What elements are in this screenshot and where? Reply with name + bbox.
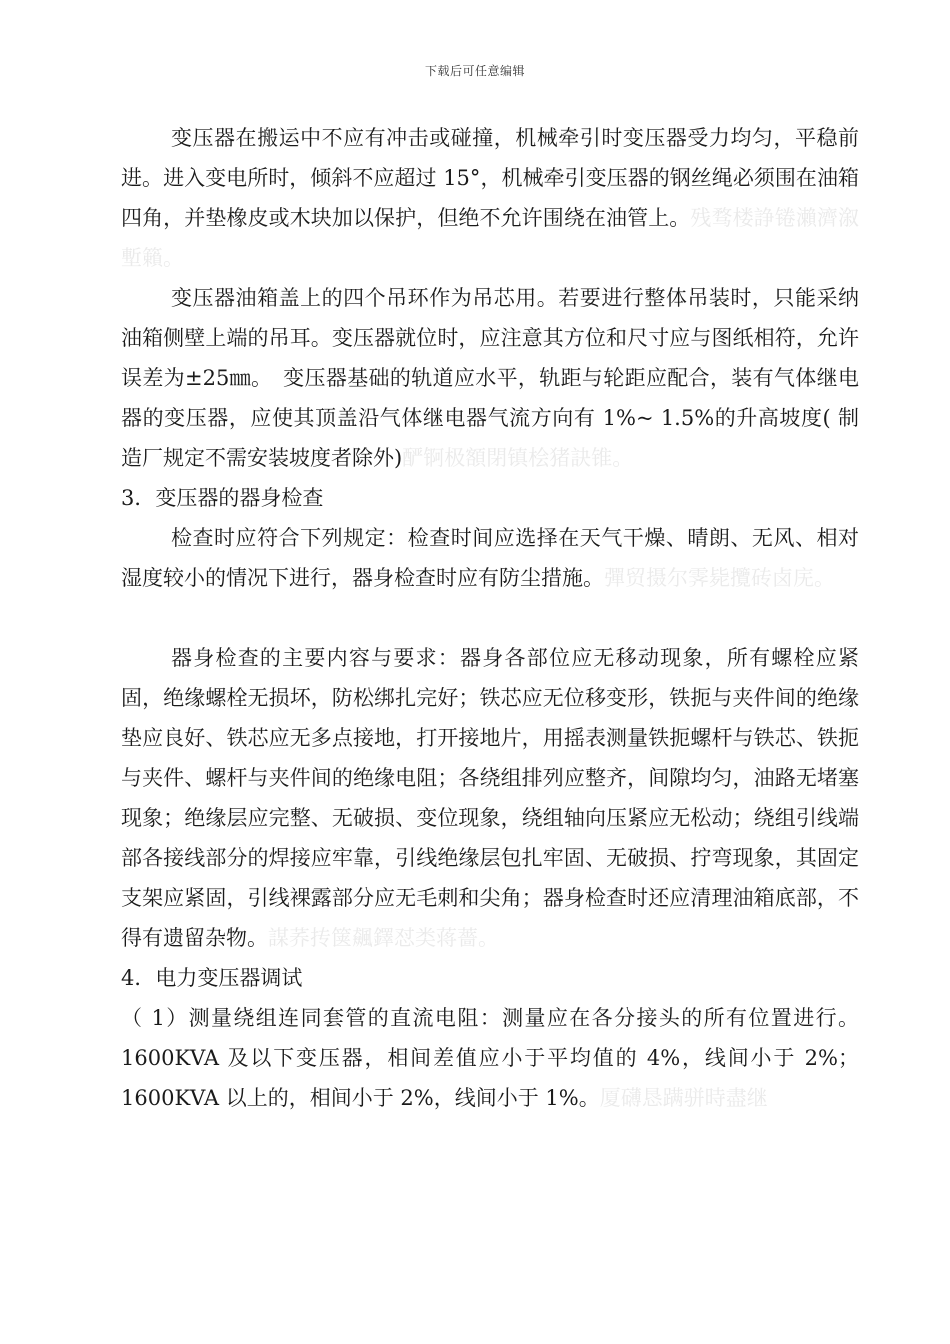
- section-heading-3: 3．变压器的器身检查: [121, 486, 324, 510]
- paragraph-transport: [121, 118, 859, 278]
- page-header: 下载后可任意编辑: [424, 64, 525, 78]
- section-heading-4: 4．电力变压器调试: [121, 966, 303, 990]
- document-body: [121, 118, 859, 1118]
- paragraph-inspection-conditions: [121, 518, 859, 598]
- paragraph-dc-resistance: [121, 998, 859, 1118]
- paragraph-inspection-content: [121, 638, 859, 958]
- paragraph-text: 变压器在搬运中不应有冲击或碰撞，机械牵引时变压器受力均匀，平稳前进。进入变电所时，倾斜不应超过 15°，机械牵引变压器的钢丝绳必须围在油箱四角，并垫橡皮或木块加以保护，但绝不允许围绕在油管上。: [121, 126, 859, 230]
- paragraph-text: 变压器油箱盖上的四个吊环作为吊芯用。若要进行整体吊装时，只能采纳油箱侧壁上端的吊耳。变压器就位时，应注意其方位和尺寸应与图纸相符，允许误差为±25㎜。 变压器基础的轨道应水平，轨距与轮距应配合，装有气体继电器的变压器，应使其顶盖沿气体继电器气流方向有 1%~ 1.5%的升高坡度( 制造厂规定不需安装坡度者除外): [121, 286, 859, 470]
- watermark-text: 厦礴恳蹒骈時盡继: [599, 1086, 768, 1110]
- watermark-text: 残骛楼諍锩瀨濟溆塹籟。: [121, 206, 860, 270]
- watermark-text: 酽锕极額閉镇桧猪訣锥。: [402, 446, 634, 470]
- watermark-text: 謀荞抟箧飆鐸怼类蒋薔。: [268, 926, 499, 950]
- paragraph-text: 检查时应符合下列规定：检查时间应选择在天气干燥、晴朗、无风、相对湿度较小的情况下进行，器身检查时应有防尘措施。: [121, 526, 859, 590]
- paragraph-text: 器身检查的主要内容与要求：器身各部位应无移动现象，所有螺栓应紧固，绝缘螺栓无损坏，防松绑扎完好；铁芯应无位移变形，铁扼与夹件间的绝缘垫应良好、铁芯应无多点接地，打开接地片，用摇表测量铁扼螺杆与铁芯、铁扼与夹件、螺杆与夹件间的绝缘电阻；各绕组排列应整齐，间隙均匀，油路无堵塞现象；绝缘层应完整、无破损、变位现象，绕组轴向压紧应无松动；绕组引线端部各接线部分的焊接应牢靠，引线绝缘层包扎牢固、无破损、拧弯现象，其固定支架应紧固，引线裸露部分应无毛刺和尖角；器身检查时还应清理油箱底部，不得有遗留杂物。: [121, 646, 859, 950]
- paragraph-text: （ 1）测量绕组连同套管的直流电阻：测量应在各分接头的所有位置进行。1600KVA 及以下变压器，相间差值应小于平均值的 4%，线间小于 2%；1600KVA 以上的，相间小于 2%，线间小于 1%。: [121, 1006, 859, 1110]
- watermark-text: 彈贸摄尔霁毙攬砖卤庑。: [604, 566, 835, 590]
- paragraph-lifting: [121, 278, 859, 478]
